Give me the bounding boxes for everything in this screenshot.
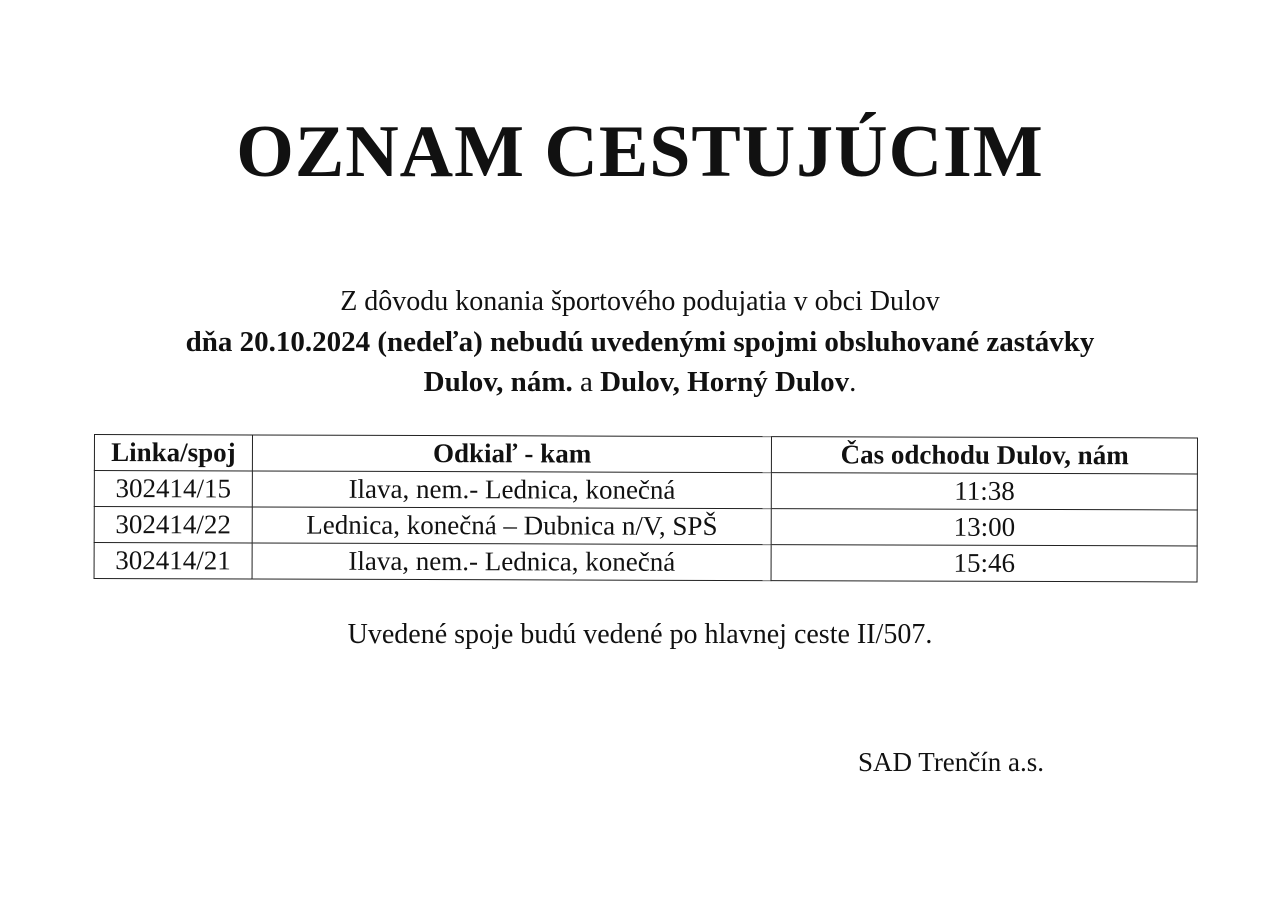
table-row — [94, 471, 1197, 510]
cell-time: 15:46 — [772, 545, 1198, 582]
cell-time: 11:38 — [772, 473, 1198, 510]
cell-line: 302414/21 — [94, 543, 252, 579]
column-header-line: Linka/spoj — [94, 435, 252, 471]
stops-period: . — [849, 366, 857, 398]
intro-date-text: dňa 20.10.2024 (nedeľa) nebudú uvedenými spojmi obsluhované zastávky — [185, 326, 1095, 358]
cell-route: Lednica, konečná – Dubnica n/V, SPŠ — [252, 507, 772, 545]
table-row — [94, 543, 1197, 582]
cell-route: Ilava, nem.- Lednica, konečná — [252, 543, 772, 581]
signature: SAD Trenčín a.s. — [858, 747, 1045, 777]
table-header-row — [94, 435, 1197, 474]
intro-line-stops — [0, 362, 1280, 402]
notice-title: OZNAM CESTUJÚCIM — [236, 111, 1044, 193]
stop-dulov-nam: Dulov, nám. — [423, 366, 573, 398]
stop-horny-dulov: Dulov, Horný Dulov — [600, 366, 850, 398]
intro-line-reason: Z dôvodu konania športového podujatia v obci Dulov — [340, 286, 940, 317]
cell-time: 13:00 — [772, 509, 1198, 546]
cell-line: 302414/15 — [94, 471, 252, 507]
table-row — [94, 507, 1197, 546]
column-header-departure: Čas odchodu Dulov, nám — [772, 437, 1198, 474]
cell-route: Ilava, nem.- Lednica, konečná — [252, 471, 772, 509]
column-header-route: Odkiaľ - kam — [252, 435, 772, 473]
intro-line-date — [0, 322, 1280, 362]
schedule-table — [94, 434, 1198, 582]
stops-conjunction: a — [572, 366, 601, 398]
notice-intro — [0, 282, 1280, 402]
cell-line: 302414/22 — [94, 507, 252, 543]
route-note: Uvedené spoje budú vedené po hlavnej ceste II/507. — [347, 619, 933, 650]
